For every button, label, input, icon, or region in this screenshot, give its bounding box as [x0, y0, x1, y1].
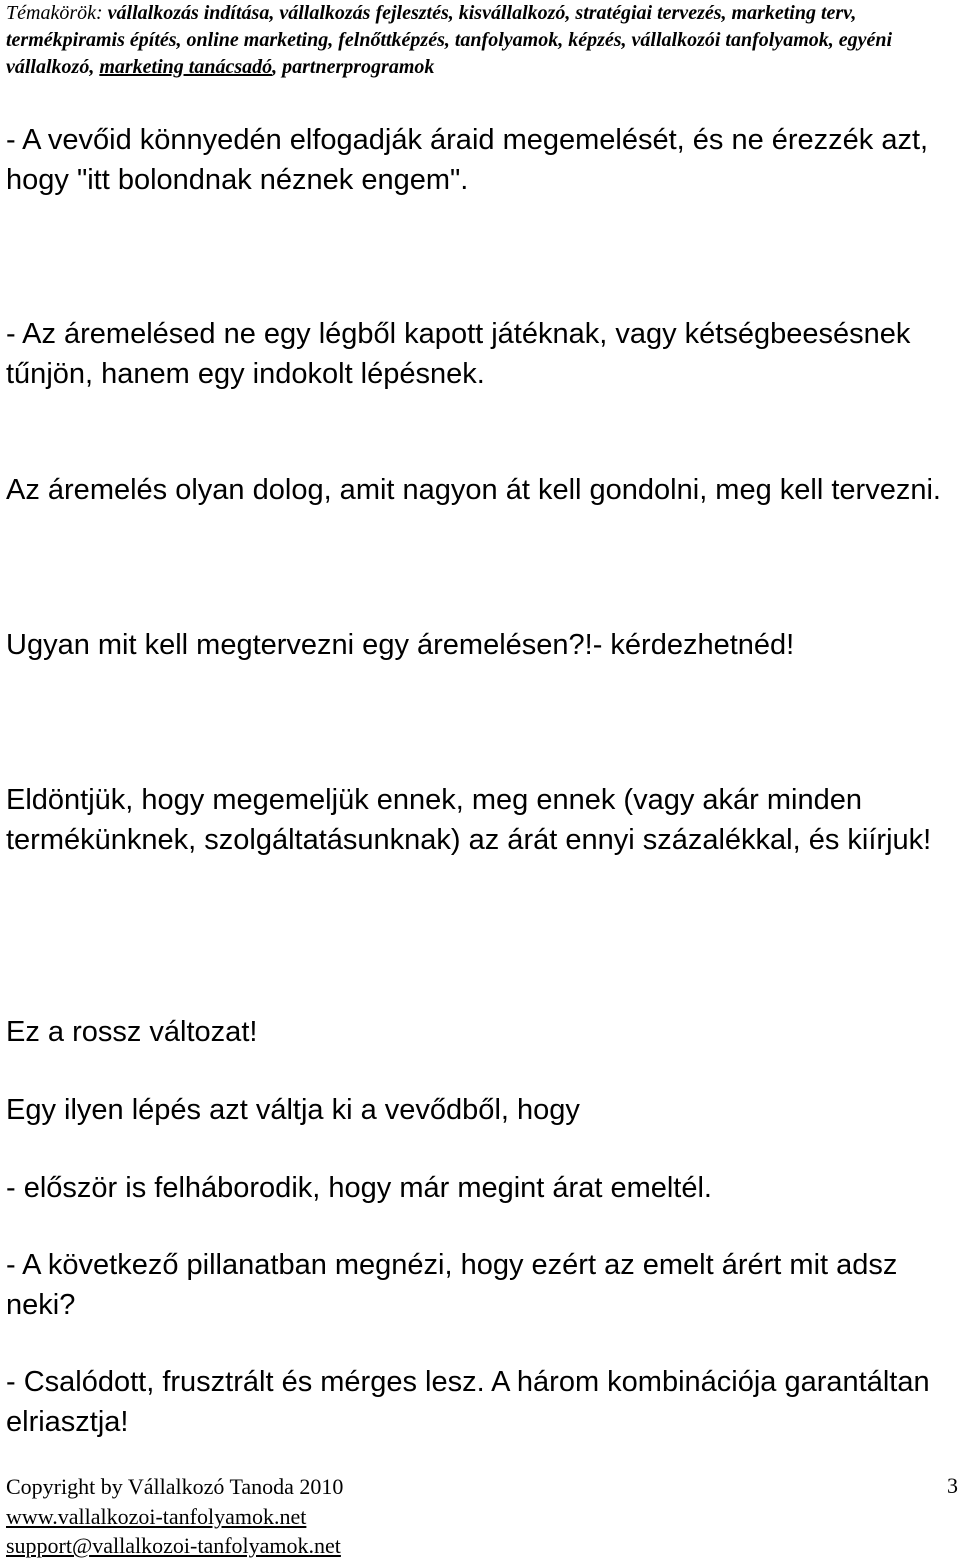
paragraph-9: - A következő pillanatban megnézi, hogy ezért az emelt árért mit adsz neki? — [6, 1249, 898, 1321]
footer-website-row — [6, 1503, 956, 1531]
footer-website-link[interactable]: www.vallalkozoi-tanfolyamok.net — [6, 1504, 307, 1529]
paragraph-4: Ugyan mit kell megtervezni egy áremelésen?!- kérdezhetnéd! — [6, 629, 795, 661]
header-topics: vállalkozás indítása, vállalkozás fejlesztés, kisvállalkozó, stratégiai tervezés, marketing terv, termékpiramis építés, online marketing, felnőttképzés, tanfolyamok, képzés, vállalkozói tanfolyamok, egyéni vállalkozó, — [6, 2, 893, 78]
paragraph-1: - A vevőid könnyedén elfogadják áraid megemelését, és ne érezzék azt, hogy "itt bolondnak néznek engem". — [6, 124, 929, 196]
paragraph-8: - először is felháborodik, hogy már megint árat emeltél. — [6, 1172, 712, 1204]
footer-copyright: Copyright by Vállalkozó Tanoda 2010 — [6, 1474, 344, 1499]
header-prefix: Témakörök: — [6, 2, 108, 24]
paragraph-5: Eldöntjük, hogy megemeljük ennek, meg ennek (vagy akár minden termékünknek, szolgáltatásunknak) az árát ennyi százalékkal, és kiírjuk! — [6, 784, 932, 856]
page-number: 3 — [947, 1473, 958, 1498]
paragraph-2: - Az áremelésed ne egy légből kapott játéknak, vagy kétségbeesésnek tűnjön, hanem egy indokolt lépésnek. — [6, 318, 911, 390]
page-header — [6, 0, 956, 81]
paragraph-10: - Csalódott, frusztrált és mérges lesz. A három kombinációja garantáltan elriasztja! — [6, 1366, 930, 1438]
footer-email-link[interactable]: support@vallalkozoi-tanfolyamok.net — [6, 1533, 341, 1558]
header-topics-end: , partnerprogramok — [272, 56, 435, 78]
paragraph-7: Egy ilyen lépés azt váltja ki a vevődből, hogy — [6, 1094, 580, 1126]
header-link-marketing-consultant[interactable]: marketing tanácsadó — [99, 56, 273, 78]
paragraph-3: Az áremelés olyan dolog, amit nagyon át kell gondolni, meg kell tervezni. — [6, 474, 941, 506]
footer-email-row — [6, 1532, 956, 1560]
paragraph-6: Ez a rossz változat! — [6, 1016, 258, 1048]
